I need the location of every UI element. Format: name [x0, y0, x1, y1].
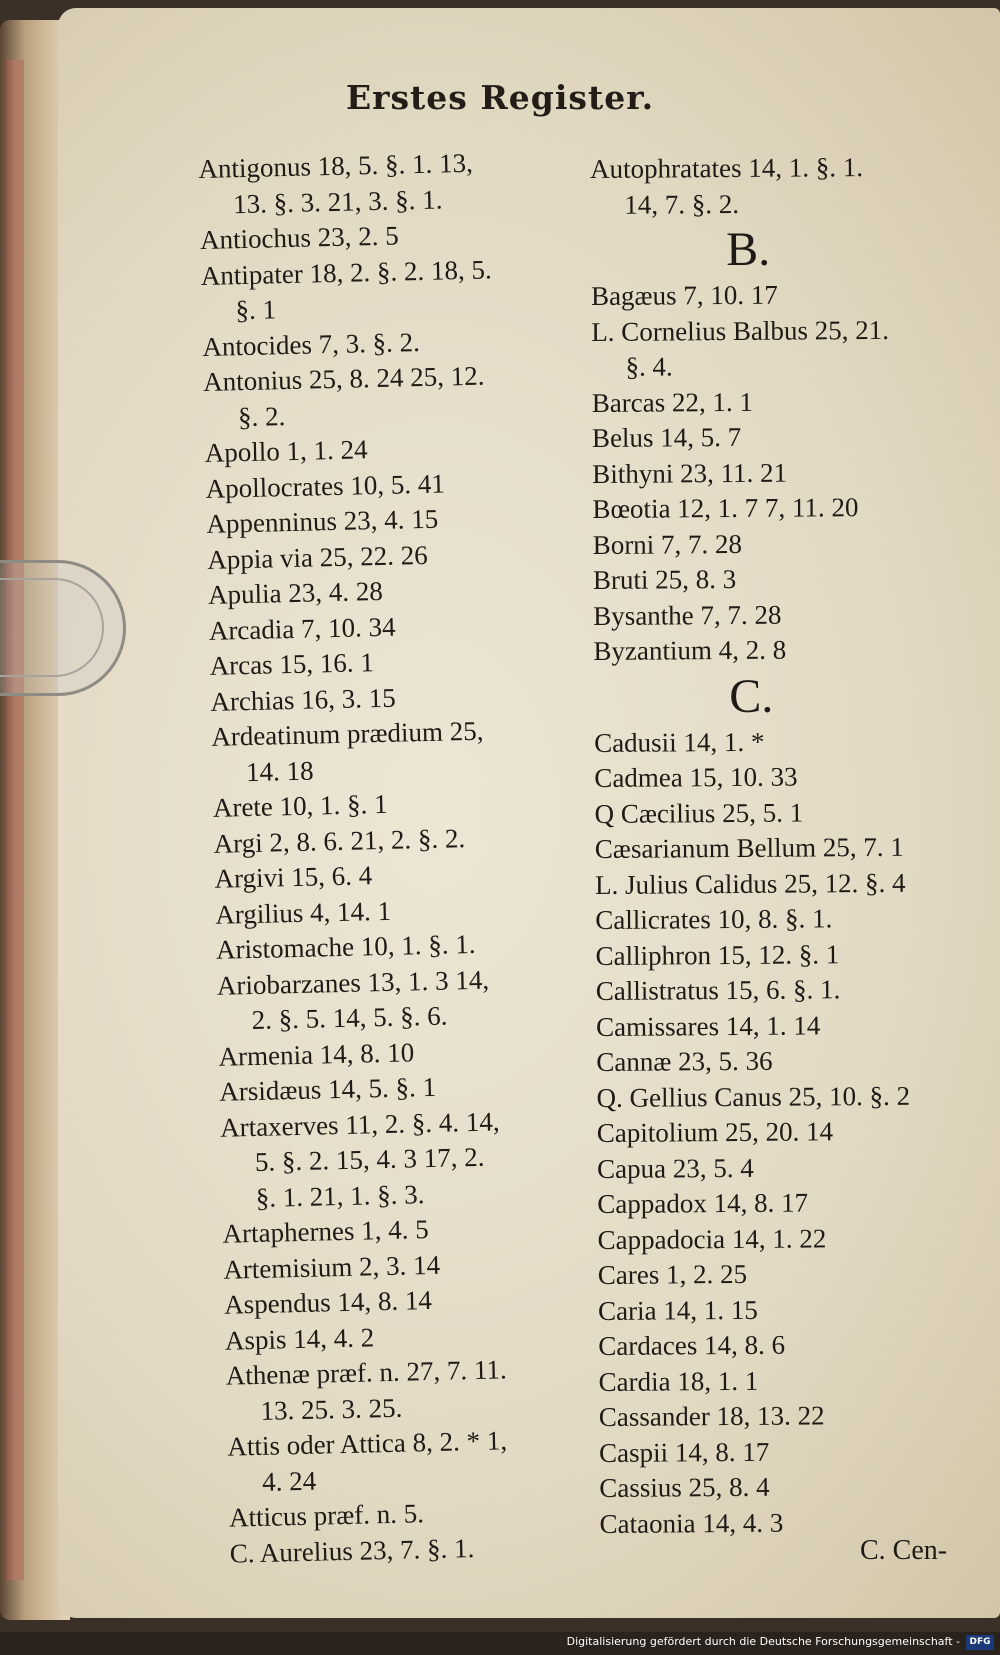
entry-line: C. Aurelius 23, 7. §. 1.: [229, 1532, 475, 1569]
index-entry: [598, 1255, 973, 1293]
index-entry: [593, 560, 968, 598]
entry-line: Calliphron 15, 12. §. 1: [595, 938, 840, 971]
entry-line: Autophratates 14, 1. §. 1.: [590, 152, 864, 184]
entry-line: Arcas 15, 16. 1: [209, 647, 375, 681]
index-entry: [594, 723, 969, 761]
entry-line: Apulia 23, 4. 28: [207, 575, 384, 610]
red-page-edges: [6, 60, 24, 1580]
index-entry: [597, 1113, 972, 1151]
entry-line: Callistratus 15, 6. §. 1.: [595, 974, 841, 1006]
entry-line: Cadusii 14, 1. *: [594, 726, 765, 758]
footer-credit: Digitalisierung gefördert durch die Deutsche Forschungsgemeinschaft -: [566, 1635, 960, 1648]
index-entry: [599, 1397, 974, 1435]
index-entry: [598, 1291, 973, 1329]
entry-continuation: §. 1. 21, 1. §. 3.: [255, 1178, 425, 1213]
entry-line: Artaphernes 1, 4. 5: [222, 1214, 430, 1249]
index-entry: [594, 758, 969, 796]
entry-line: Ariobarzanes 13, 1. 3 14,: [216, 964, 490, 1001]
entry-line: Q Cæcilius 25, 5. 1: [594, 797, 804, 829]
entry-line: Argi 2, 8. 6. 21, 2. §. 2.: [213, 822, 466, 859]
footer-bar: [0, 1632, 1000, 1655]
index-entry: [200, 250, 572, 329]
entry-line: Bœotia 12, 1. 7 7, 11. 20: [592, 492, 859, 524]
entry-line: Armenia 14, 8. 10: [218, 1036, 415, 1072]
entry-line: Artemisium 2, 3. 14: [223, 1249, 441, 1285]
entry-line: Argivi 15, 6. 4: [214, 860, 373, 894]
index-entry: [591, 276, 966, 314]
index-entry: [593, 596, 968, 634]
right-column: [590, 149, 975, 1542]
index-entry: [597, 1220, 972, 1258]
entry-line: Atticus præf. n. 5.: [228, 1498, 425, 1533]
index-entry: [597, 1184, 972, 1222]
catchword: C. Cen-: [860, 1535, 948, 1566]
entry-continuation: 4. 24: [261, 1465, 317, 1497]
index-entry: [594, 794, 969, 832]
index-entry: [595, 900, 970, 938]
entry-line: Appenninus 23, 4. 15: [206, 503, 439, 539]
index-entry: [225, 1350, 597, 1429]
entry-continuation: 2. §. 5. 14, 5. §. 6.: [251, 1000, 448, 1036]
entry-line: Byzantium 4, 2. 8: [593, 634, 787, 666]
entry-line: Aspis 14, 4. 2: [224, 1321, 375, 1356]
index-entry: [596, 1042, 971, 1080]
index-entry: [595, 829, 970, 867]
entry-continuation: §. 1: [235, 294, 277, 326]
section-letter-c: C.: [729, 669, 774, 723]
entry-line: Aspendus 14, 8. 14: [223, 1284, 433, 1320]
index-entry: [592, 489, 967, 527]
index-entry: [598, 1362, 973, 1400]
index-entry: [593, 525, 968, 563]
entry-line: Antonius 25, 8. 24 25, 12.: [202, 360, 485, 397]
entry-line: Cappadox 14, 8. 17: [597, 1187, 809, 1219]
entry-line: Cadmea 15, 10. 33: [594, 761, 798, 793]
entry-line: Borni 7, 7. 28: [592, 528, 743, 560]
index-entry: [599, 1468, 974, 1506]
index-entry: [591, 312, 966, 386]
entry-continuation: 14, 7. §. 2.: [624, 188, 740, 220]
entry-line: Cannæ 23, 5. 36: [596, 1045, 773, 1077]
entry-line: Antigonus 18, 5. §. 1. 13,: [198, 147, 474, 184]
entry-line: L. Cornelius Balbus 25, 21.: [591, 314, 890, 347]
index-entry: [595, 936, 970, 974]
entry-line: Aristomache 10, 1. §. 1.: [215, 928, 476, 965]
entry-continuation: §. 4.: [625, 351, 673, 382]
index-entry: [596, 1078, 971, 1116]
entry-line: Argilius 4, 14. 1: [214, 895, 392, 930]
entry-line: Cassander 18, 13. 22: [598, 1400, 825, 1432]
index-entry: [596, 1007, 971, 1045]
index-entry: [596, 971, 971, 1009]
entry-line: Arcadia 7, 10. 34: [208, 611, 396, 646]
entry-continuation: 5. §. 2. 15, 4. 3 17, 2.: [254, 1141, 485, 1177]
entry-line: Arete 10, 1. §. 1: [212, 788, 388, 823]
index-entry: [203, 357, 575, 436]
entry-line: Arsidæus 14, 5. §. 1: [218, 1071, 437, 1107]
left-column: [198, 144, 600, 1572]
entry-line: Q. Gellius Canus 25, 10. §. 2: [596, 1080, 911, 1113]
index-entry: [220, 1102, 592, 1217]
entry-line: Cardaces 14, 8. 6: [598, 1329, 786, 1361]
entry-line: Bysanthe 7, 7. 28: [593, 599, 782, 631]
index-entry: [598, 1326, 973, 1364]
entry-continuation: 13. §. 3. 21, 3. §. 1.: [232, 183, 443, 219]
entry-line: Ardeatinum prædium 25,: [210, 715, 484, 752]
index-entry: [198, 144, 570, 223]
entry-line: Antocides 7, 3. §. 2.: [202, 326, 421, 362]
entry-continuation: 13. 25. 3. 25.: [260, 1392, 403, 1426]
entry-line: Cassius 25, 8. 4: [599, 1471, 770, 1503]
entry-line: Bithyni 23, 11. 21: [592, 457, 788, 489]
entry-line: Caspii 14, 8. 17: [598, 1436, 770, 1468]
entry-line: Camissares 14, 1. 14: [596, 1009, 821, 1042]
index-entry: [593, 631, 968, 669]
index-entry: [211, 711, 583, 790]
index-entry: [227, 1421, 599, 1500]
index-entry: [599, 1433, 974, 1471]
entry-line: Cappadocia 14, 1. 22: [597, 1222, 827, 1255]
paper-clip-inner: [0, 578, 104, 677]
entry-line: Artaxerves 11, 2. §. 4. 14,: [219, 1105, 500, 1143]
entry-line: Cares 1, 2. 25: [597, 1258, 748, 1290]
page-heading: Erstes Register.: [345, 78, 655, 117]
section-letter-b: B.: [725, 222, 771, 277]
index-entry: [592, 383, 967, 421]
entry-line: Archias 16, 3. 15: [210, 682, 396, 717]
entry-line: Appia via 25, 22. 26: [206, 539, 429, 575]
entry-line: Barcas 22, 1. 1: [591, 386, 754, 418]
entry-line: Cardia 18, 1. 1: [598, 1365, 759, 1397]
entry-line: Cæsarianum Bellum 25, 7. 1: [594, 831, 904, 864]
entry-line: Capua 23, 5. 4: [596, 1152, 754, 1184]
dfg-logo: DFG: [966, 1635, 994, 1650]
entry-line: Apollo 1, 1. 24: [204, 434, 368, 468]
entry-line: Antipater 18, 2. §. 2. 18, 5.: [200, 253, 493, 291]
entry-continuation: §. 2.: [237, 400, 286, 432]
index-entry: [590, 149, 965, 223]
entry-line: Capitolium 25, 20. 14: [596, 1116, 834, 1148]
entry-line: Caria 14, 1. 15: [597, 1294, 758, 1326]
index-entry: [597, 1149, 972, 1187]
entry-line: L. Julius Calidus 25, 12. §. 4: [595, 867, 906, 900]
entry-line: Apollocrates 10, 5. 41: [205, 467, 446, 504]
index-entry: [217, 960, 589, 1039]
entry-line: Cataonia 14, 4. 3: [599, 1507, 784, 1539]
entry-line: Attis oder Attica 8, 2. * 1,: [227, 1425, 508, 1462]
entry-line: Bagæus 7, 10. 17: [590, 279, 778, 311]
index-entry: [595, 865, 970, 903]
entry-line: Belus 14, 5. 7: [591, 421, 742, 453]
entry-line: Bruti 25, 8. 3: [592, 563, 737, 595]
entry-line: Antiochus 23, 2. 5: [199, 220, 400, 255]
entry-continuation: 14. 18: [245, 755, 314, 787]
index-entry: [592, 454, 967, 492]
entry-line: Athenæ præf. n. 27, 7. 11.: [225, 1354, 508, 1391]
index-entry: [592, 418, 967, 456]
entry-line: Callicrates 10, 8. §. 1.: [595, 903, 833, 935]
